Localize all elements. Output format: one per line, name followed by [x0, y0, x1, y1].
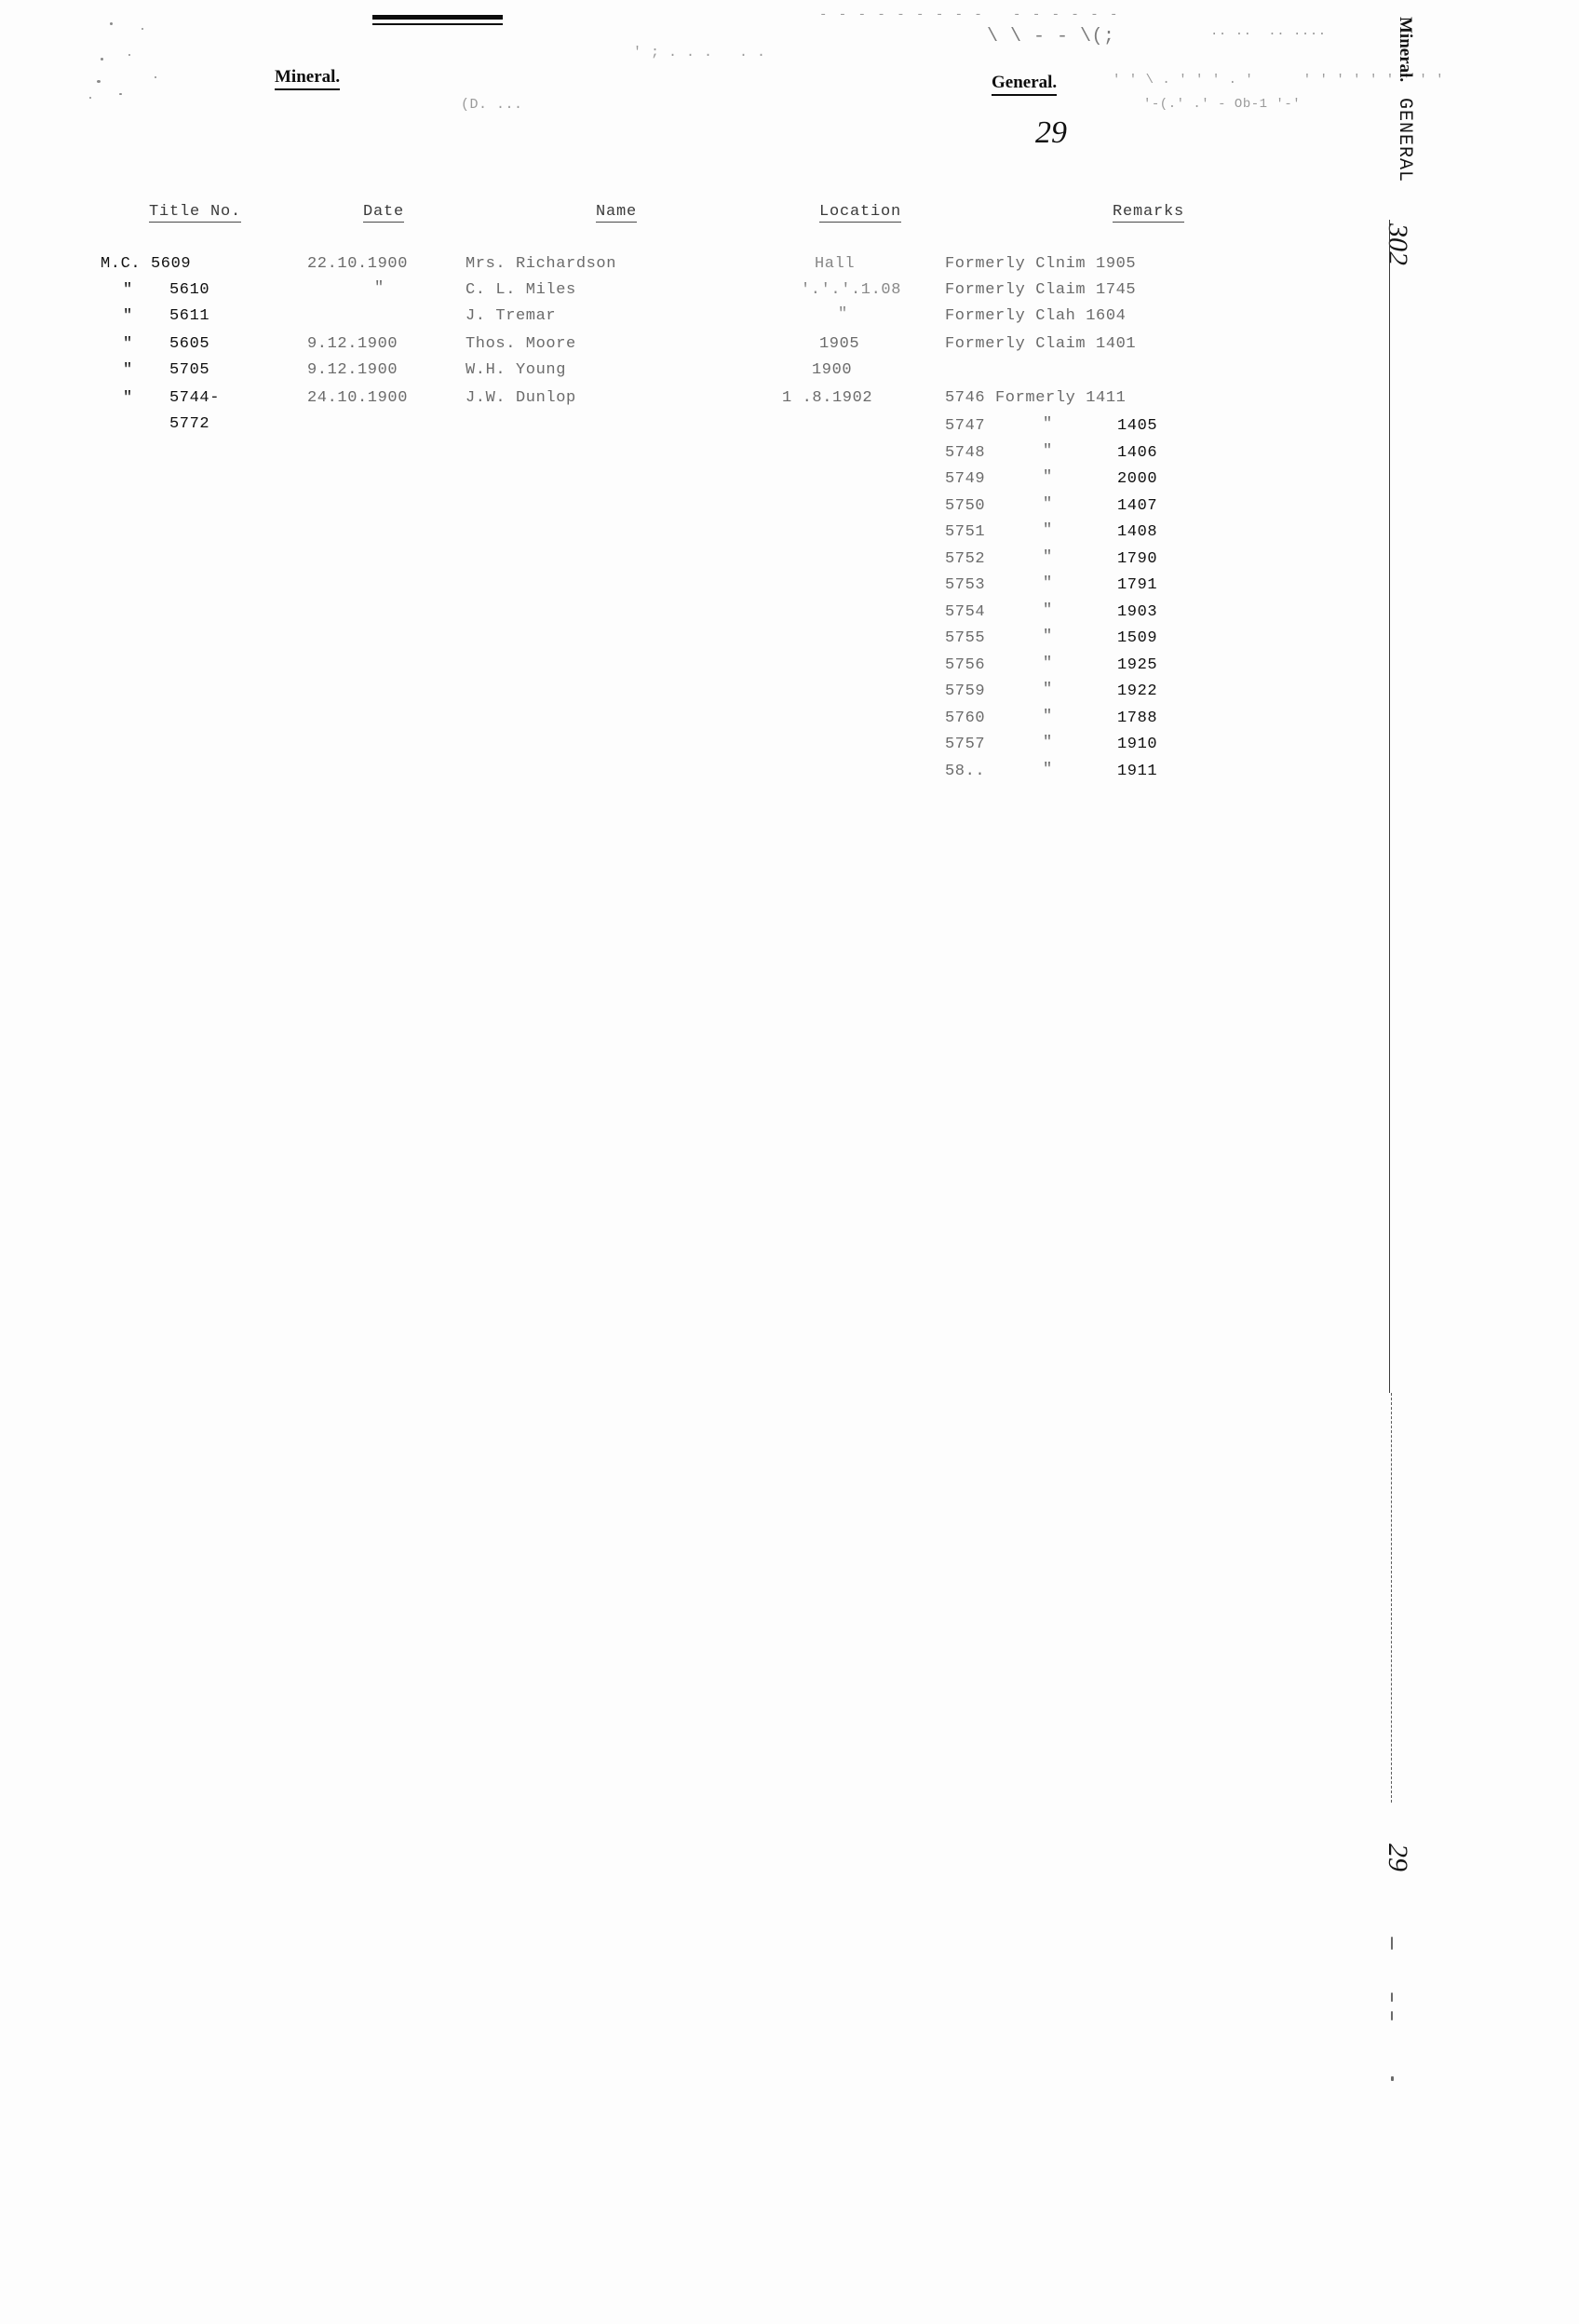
margin-dot — [1391, 2011, 1393, 2020]
column-header-title-no: Title No. — [149, 203, 242, 221]
remarks-ditto-mark: " — [1043, 441, 1053, 460]
smudge-left-sub: (D. ... — [461, 97, 523, 113]
smudge-right-top-1: \ \ - - \(; — [987, 26, 1115, 47]
margin-dot — [1391, 1937, 1393, 1950]
remarks-year: 1925 — [1117, 655, 1158, 674]
column-header-remarks: Remarks — [1113, 203, 1185, 221]
remarks-year: 1408 — [1117, 523, 1158, 541]
remarks-year: 1407 — [1117, 496, 1158, 515]
remarks-ref: 5748 — [945, 443, 986, 462]
table-row: J. Tremar — [466, 307, 557, 325]
speckle — [142, 28, 143, 30]
remarks-ref: 5755 — [945, 629, 986, 647]
margin-number-top: 302 — [1383, 223, 1413, 265]
remarks-ditto-mark: " — [1043, 601, 1053, 619]
table-row: 1905 — [819, 335, 860, 353]
remarks-ref: 58.. — [945, 762, 986, 780]
remarks-ditto-mark: " — [1043, 415, 1053, 433]
table-row: 9.12.1900 — [307, 361, 398, 379]
column-header-location: Location — [819, 203, 902, 221]
remarks-ditto-mark: " — [1043, 494, 1053, 513]
smudge-right-top-2: .. .. .. .... — [1210, 24, 1327, 39]
table-row: " — [838, 305, 848, 323]
column-header-name: Name — [596, 203, 638, 221]
table-row: 1900 — [812, 361, 853, 379]
table-row: " — [123, 335, 133, 353]
table-row: " — [374, 279, 385, 297]
margin-number-bottom: 29 — [1383, 1844, 1413, 1871]
top-rule — [372, 15, 503, 20]
table-row: Formerly Clah 1604 — [945, 307, 1127, 325]
table-row: 5772 — [169, 415, 210, 433]
remarks-year: 1406 — [1117, 443, 1158, 462]
remarks-ref: 5752 — [945, 549, 986, 568]
remarks-ref: 5747 — [945, 417, 986, 435]
table-row: 22.10.1900 — [307, 255, 409, 273]
table-row: 5746 Formerly 1411 — [945, 389, 1127, 407]
table-row: 24.10.1900 — [307, 389, 409, 407]
speckle — [97, 80, 101, 83]
remarks-year: 1788 — [1117, 709, 1158, 727]
top-rule-thin — [372, 23, 503, 25]
remarks-ref: 5753 — [945, 576, 986, 594]
heading-general: General. — [992, 73, 1057, 96]
margin-vertical-rule-dashed — [1391, 1393, 1392, 1803]
table-row: Mrs. Richardson — [466, 255, 617, 273]
remarks-ditto-mark: " — [1043, 574, 1053, 592]
remarks-year: 1790 — [1117, 549, 1158, 568]
table-row: 5744- — [169, 389, 221, 407]
remarks-year: 1922 — [1117, 682, 1158, 700]
remarks-ref: 5751 — [945, 523, 986, 541]
table-row: " — [123, 361, 133, 379]
table-row: 5610 — [169, 281, 210, 299]
remarks-ditto-mark: " — [1043, 760, 1053, 778]
table-row: Formerly Clnim 1905 — [945, 255, 1137, 273]
remarks-ditto-mark: " — [1043, 681, 1053, 698]
smudge-right-1: ' ' \ . ' ' ' . ' ' ' ' ' ' ' ' ' ' — [1113, 73, 1445, 88]
remarks-ditto-mark: " — [1043, 468, 1053, 486]
table-row: 5605 — [169, 335, 210, 353]
table-row: 5705 — [169, 361, 210, 379]
table-row: 5609 — [151, 255, 192, 273]
table-row: Formerly Claim 1745 — [945, 281, 1137, 299]
handwritten-page-number: 29 — [1035, 115, 1067, 150]
column-header-date: Date — [363, 203, 405, 221]
table-row: 1 .8.1902 — [782, 389, 873, 407]
remarks-year: 1903 — [1117, 602, 1158, 621]
remarks-ref: 5760 — [945, 709, 986, 727]
table-row: W.H. Young — [466, 361, 567, 379]
table-row: M.C. — [101, 255, 142, 273]
remarks-year: 1509 — [1117, 629, 1158, 647]
speckle — [155, 76, 156, 78]
remarks-ref: 5759 — [945, 682, 986, 700]
table-row: Thos. Moore — [466, 335, 576, 353]
table-row: '.'.'.1.08 — [801, 281, 902, 299]
remarks-ditto-mark: " — [1043, 628, 1053, 645]
remarks-ditto-mark: " — [1043, 654, 1053, 672]
remarks-ditto-mark: " — [1043, 521, 1053, 539]
remarks-ref: 5756 — [945, 655, 986, 674]
remarks-ditto-mark: " — [1043, 547, 1053, 566]
margin-dot — [1391, 2076, 1394, 2081]
margin-label-mineral: Mineral. — [1396, 17, 1415, 83]
remarks-year: 1791 — [1117, 576, 1158, 594]
remarks-ref: 5754 — [945, 602, 986, 621]
smudge-right-2: '-(.' .' - Ob-1 '-' — [1143, 97, 1302, 112]
remarks-ref: 5757 — [945, 736, 986, 753]
margin-label-general: GENERAL — [1394, 98, 1415, 183]
table-row: " — [123, 281, 133, 299]
speckle — [101, 58, 103, 61]
table-row: Hall — [815, 255, 856, 273]
table-row: " — [123, 307, 133, 325]
remarks-ref: 5749 — [945, 470, 986, 488]
table-row: C. L. Miles — [466, 281, 576, 299]
remarks-year: 1910 — [1117, 736, 1158, 753]
remarks-year: 2000 — [1117, 470, 1158, 488]
remarks-ref: 5750 — [945, 496, 986, 515]
remarks-ditto-mark: " — [1043, 707, 1053, 725]
table-row: 9.12.1900 — [307, 335, 398, 353]
speckle — [89, 97, 91, 99]
remarks-year: 1911 — [1117, 762, 1158, 780]
heading-mineral: Mineral. — [275, 67, 340, 90]
table-row: " — [123, 389, 133, 407]
speckle — [119, 93, 122, 95]
smudge-center-top: ' ; . . . . . — [633, 45, 766, 61]
speckle — [110, 22, 113, 25]
margin-dot — [1391, 1993, 1393, 2002]
table-row: 5611 — [169, 307, 210, 325]
top-faint-rule: - - - - - - - - - - - - - - - — [819, 7, 1120, 22]
speckle — [128, 54, 130, 56]
margin-vertical-rule — [1389, 220, 1390, 1393]
remarks-ditto-mark: " — [1043, 734, 1053, 751]
table-row: Formerly Claim 1401 — [945, 335, 1137, 353]
table-row: J.W. Dunlop — [466, 389, 576, 407]
remarks-year: 1405 — [1117, 417, 1158, 435]
